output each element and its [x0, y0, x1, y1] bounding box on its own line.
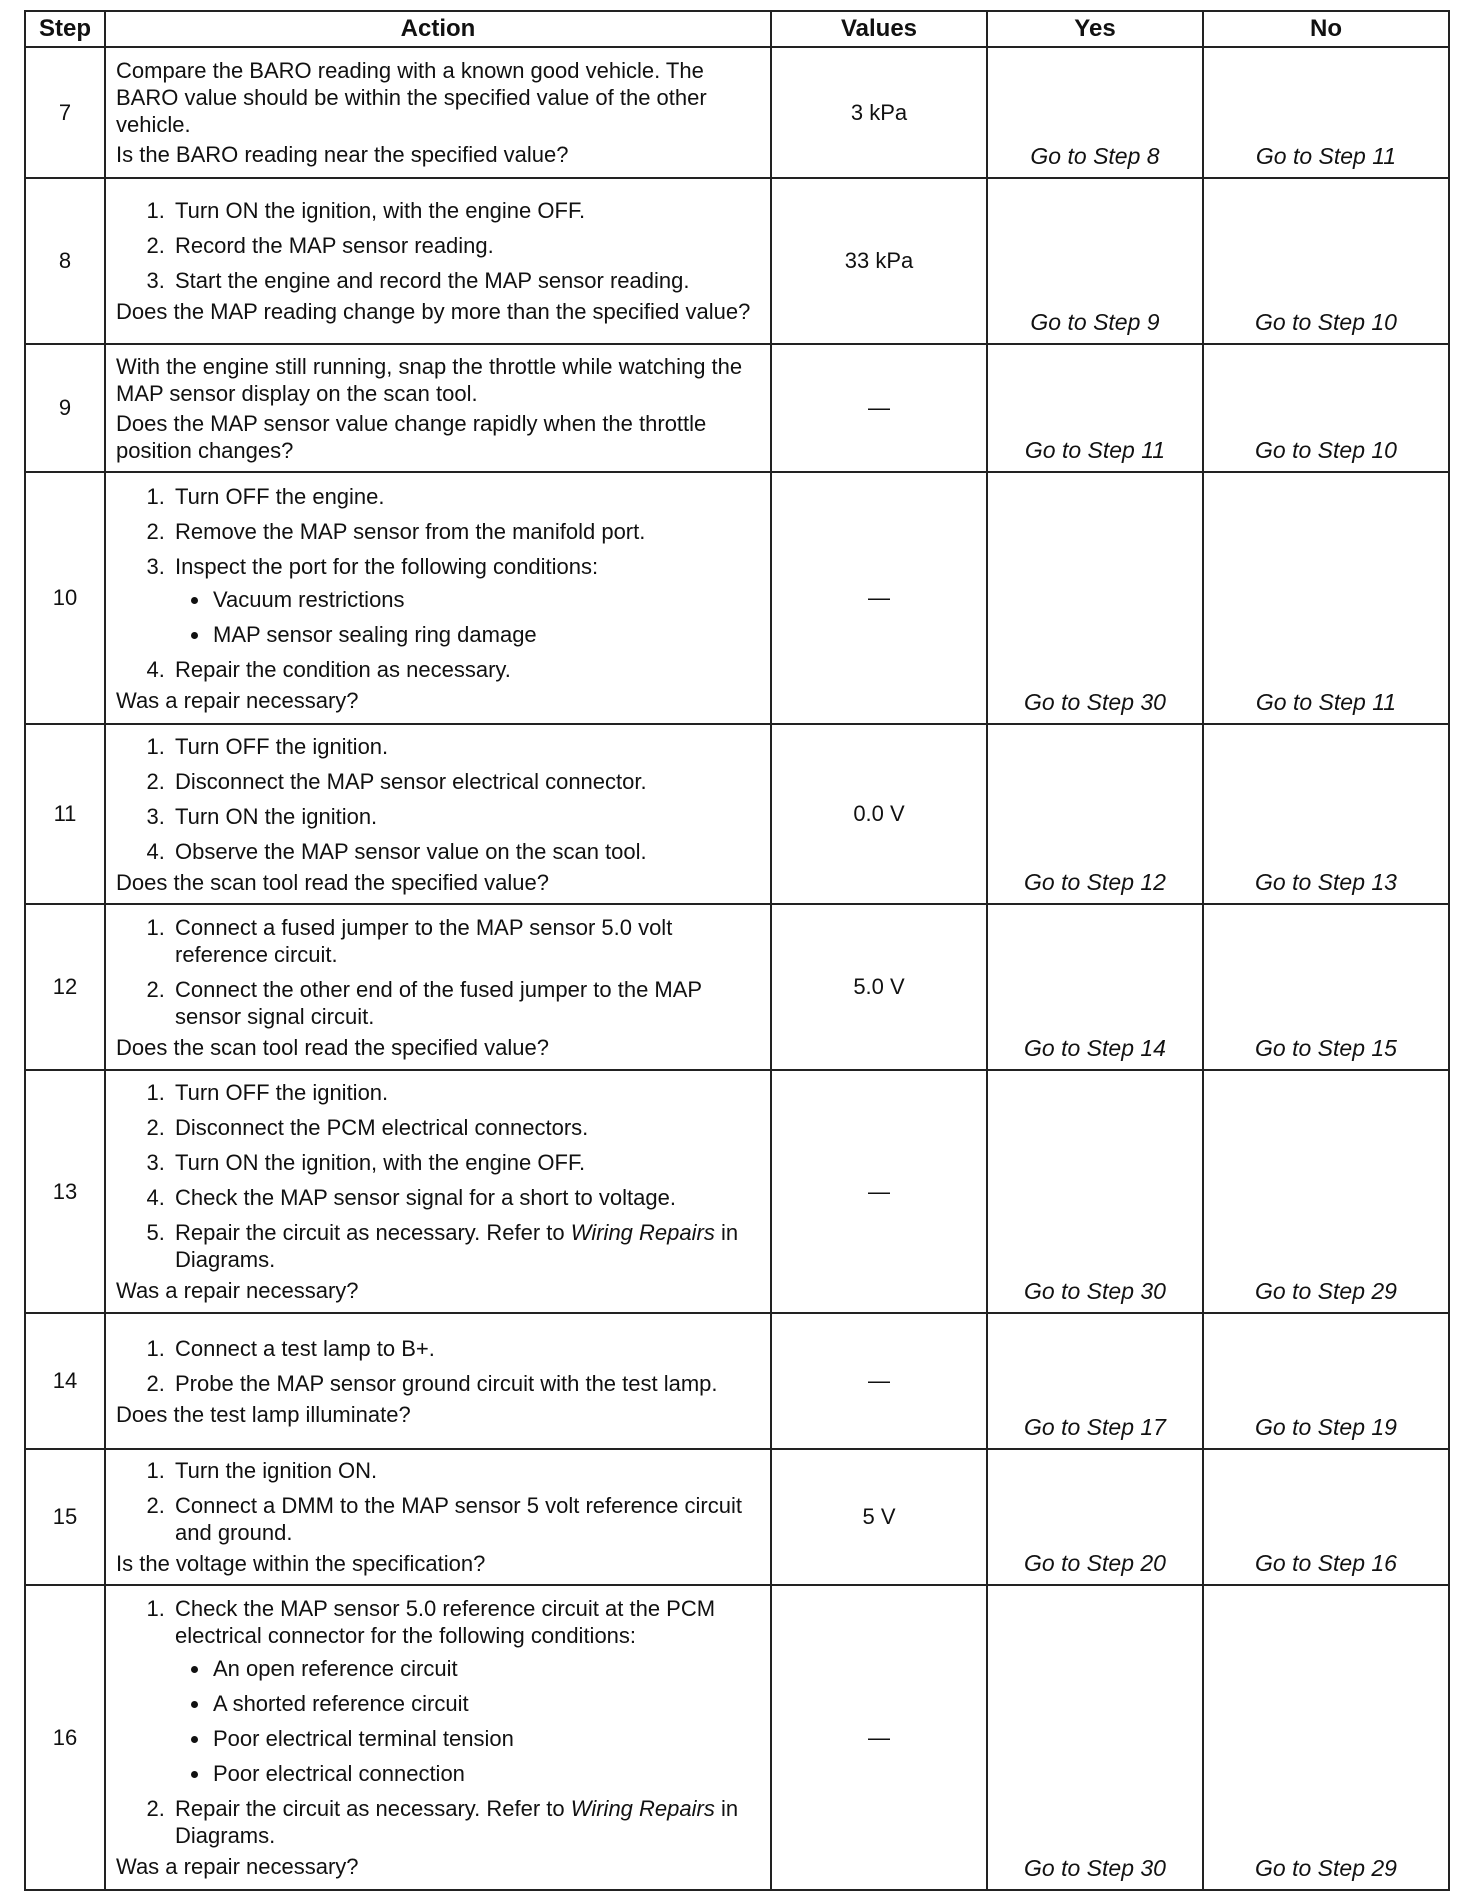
table-row: [25, 1070, 1449, 1313]
spec-value: —: [771, 472, 987, 724]
no-outcome: Go to Step 29: [1203, 1070, 1449, 1313]
action-steps: [116, 1457, 764, 1546]
action-cell: [105, 344, 771, 472]
action-question: Was a repair necessary?: [116, 687, 359, 713]
yes-outcome: Go to Step 17: [987, 1313, 1203, 1449]
action-step-item: 3. Turn ON the ignition, with the engine OFF.: [171, 1149, 764, 1176]
action-question: Does the scan tool read the specified value?: [116, 1034, 549, 1060]
yes-outcome: Go to Step 20: [987, 1449, 1203, 1585]
yes-outcome: Go to Step 30: [987, 1585, 1203, 1890]
action-steps: [116, 483, 764, 683]
condition-item: • MAP sensor sealing ring damage: [211, 621, 764, 648]
no-outcome: Go to Step 10: [1203, 178, 1449, 344]
step-number: 12: [25, 904, 105, 1070]
action-cell: [105, 1070, 771, 1313]
action-question: Was a repair necessary?: [116, 1854, 359, 1879]
condition-item: • Poor electrical terminal tension: [211, 1725, 764, 1752]
action-question: Is the BARO reading near the specified value?: [116, 142, 569, 167]
action-step-text: Inspect the port for the following conditions:: [175, 553, 599, 579]
action-step-item: 2. Remove the MAP sensor from the manifold port.: [171, 518, 764, 545]
diagnostic-table-sheet: [24, 10, 1448, 1891]
action-step-item: 1. Connect a test lamp to B+.: [171, 1335, 764, 1362]
action-step-item: 1. Turn OFF the ignition.: [171, 1079, 764, 1106]
table-row: [25, 1313, 1449, 1449]
action-step-item: 1. Turn OFF the engine.: [171, 483, 764, 510]
action-step-item: [171, 1595, 764, 1787]
header-row: [25, 11, 1449, 47]
action-step-item: 1. Turn OFF the ignition.: [171, 733, 764, 760]
action-steps: [116, 1079, 764, 1273]
wiring-repairs-reference: Wiring Repairs: [570, 1220, 715, 1245]
yes-outcome: Go to Step 9: [987, 178, 1203, 344]
step-number: 11: [25, 724, 105, 904]
step-number: 16: [25, 1585, 105, 1890]
action-cell: [105, 904, 771, 1070]
action-cell: [105, 472, 771, 724]
step-number: 15: [25, 1449, 105, 1585]
spec-value: 0.0 V: [771, 724, 987, 904]
header-action: Action: [105, 11, 771, 47]
diagnostic-table: [24, 10, 1450, 1891]
step-number: 10: [25, 472, 105, 724]
action-cell: [105, 47, 771, 178]
action-step-item: 1. Connect a fused jumper to the MAP sensor 5.0 volt reference circuit.: [171, 914, 764, 968]
spec-value: 5.0 V: [771, 904, 987, 1070]
action-step-item: 2. Disconnect the PCM electrical connectors.: [171, 1114, 764, 1141]
action-step-item: [171, 553, 764, 648]
repair-text-suffix: in Diagrams.: [175, 1220, 739, 1272]
action-step-text: Check the MAP sensor 5.0 reference circuit at the PCM electrical connector for the following conditions:: [175, 1596, 716, 1648]
repair-text-suffix: in Diagrams.: [175, 1796, 739, 1848]
no-outcome: Go to Step 11: [1203, 47, 1449, 178]
action-step-item: 2. Probe the MAP sensor ground circuit with the test lamp.: [171, 1370, 764, 1397]
no-outcome: Go to Step 10: [1203, 344, 1449, 472]
table-row: [25, 1449, 1449, 1585]
action-question: Was a repair necessary?: [116, 1278, 359, 1303]
action-step-item: 1. Turn ON the ignition, with the engine OFF.: [171, 197, 764, 224]
header-values: Values: [771, 11, 987, 47]
no-outcome: Go to Step 15: [1203, 904, 1449, 1070]
action-steps: [116, 1595, 764, 1849]
step-number: 13: [25, 1070, 105, 1313]
wiring-repairs-reference: Wiring Repairs: [570, 1796, 715, 1821]
spec-value: —: [771, 344, 987, 472]
action-intro: Compare the BARO reading with a known good vehicle. The BARO value should be within the specified value of the other vehicle.: [116, 58, 707, 137]
yes-outcome: Go to Step 8: [987, 47, 1203, 178]
no-outcome: Go to Step 11: [1203, 472, 1449, 724]
action-step-item: [171, 1219, 764, 1273]
action-question: Does the scan tool read the specified value?: [116, 869, 549, 895]
spec-value: —: [771, 1070, 987, 1313]
action-step-item: 4. Check the MAP sensor signal for a short to voltage.: [171, 1184, 764, 1211]
table-row: [25, 904, 1449, 1070]
step-number: 8: [25, 178, 105, 344]
header-step: Step: [25, 11, 105, 47]
repair-text: Repair the circuit as necessary. Refer to: [175, 1796, 571, 1821]
action-cell: [105, 178, 771, 344]
yes-outcome: Go to Step 11: [987, 344, 1203, 472]
action-intro: With the engine still running, snap the throttle while watching the MAP sensor display on the scan tool.: [116, 353, 743, 406]
table-row: [25, 1585, 1449, 1890]
action-cell: [105, 1449, 771, 1585]
action-step-item: 2. Connect a DMM to the MAP sensor 5 volt reference circuit and ground.: [171, 1492, 764, 1546]
yes-outcome: Go to Step 12: [987, 724, 1203, 904]
action-step-item: 2. Record the MAP sensor reading.: [171, 232, 764, 259]
table-row: [25, 47, 1449, 178]
condition-list: [175, 586, 764, 648]
spec-value: —: [771, 1585, 987, 1890]
action-steps: [116, 1335, 764, 1397]
condition-item: • Vacuum restrictions: [211, 586, 764, 613]
spec-value: —: [771, 1313, 987, 1449]
action-question: Does the MAP sensor value change rapidly when the throttle position changes?: [116, 410, 707, 463]
action-step-item: 1. Turn the ignition ON.: [171, 1457, 764, 1484]
action-step-item: 2. Connect the other end of the fused jumper to the MAP sensor signal circuit.: [171, 976, 764, 1030]
table-row: [25, 178, 1449, 344]
yes-outcome: Go to Step 30: [987, 472, 1203, 724]
header-no: No: [1203, 11, 1449, 47]
action-step-item: [171, 1795, 764, 1849]
yes-outcome: Go to Step 14: [987, 904, 1203, 1070]
step-number: 9: [25, 344, 105, 472]
no-outcome: Go to Step 29: [1203, 1585, 1449, 1890]
repair-text: Repair the circuit as necessary. Refer to: [175, 1220, 571, 1245]
action-steps: [116, 914, 764, 1030]
action-question: Is the voltage within the specification?: [116, 1551, 486, 1576]
no-outcome: Go to Step 16: [1203, 1449, 1449, 1585]
action-step-item: 4. Observe the MAP sensor value on the scan tool.: [171, 838, 764, 865]
action-step-item: 3. Turn ON the ignition.: [171, 803, 764, 830]
no-outcome: Go to Step 19: [1203, 1313, 1449, 1449]
condition-item: • Poor electrical connection: [211, 1760, 764, 1787]
action-question: Does the test lamp illuminate?: [116, 1401, 411, 1427]
condition-item: • An open reference circuit: [211, 1655, 764, 1682]
spec-value: 3 kPa: [771, 47, 987, 178]
table-row: [25, 724, 1449, 904]
action-step-item: 3. Start the engine and record the MAP sensor reading.: [171, 267, 764, 294]
header-yes: Yes: [987, 11, 1203, 47]
step-number: 14: [25, 1313, 105, 1449]
action-step-item: 4. Repair the condition as necessary.: [171, 656, 764, 683]
table-row: [25, 472, 1449, 724]
action-cell: [105, 724, 771, 904]
action-cell: [105, 1585, 771, 1890]
action-cell: [105, 1313, 771, 1449]
yes-outcome: Go to Step 30: [987, 1070, 1203, 1313]
step-number: 7: [25, 47, 105, 178]
spec-value: 33 kPa: [771, 178, 987, 344]
no-outcome: Go to Step 13: [1203, 724, 1449, 904]
action-steps: [116, 197, 764, 294]
table-row: [25, 344, 1449, 472]
action-question: Does the MAP reading change by more than the specified value?: [116, 299, 751, 324]
condition-list: [175, 1655, 764, 1787]
action-steps: [116, 733, 764, 865]
action-step-item: 2. Disconnect the MAP sensor electrical connector.: [171, 768, 764, 795]
spec-value: 5 V: [771, 1449, 987, 1585]
condition-item: • A shorted reference circuit: [211, 1690, 764, 1717]
